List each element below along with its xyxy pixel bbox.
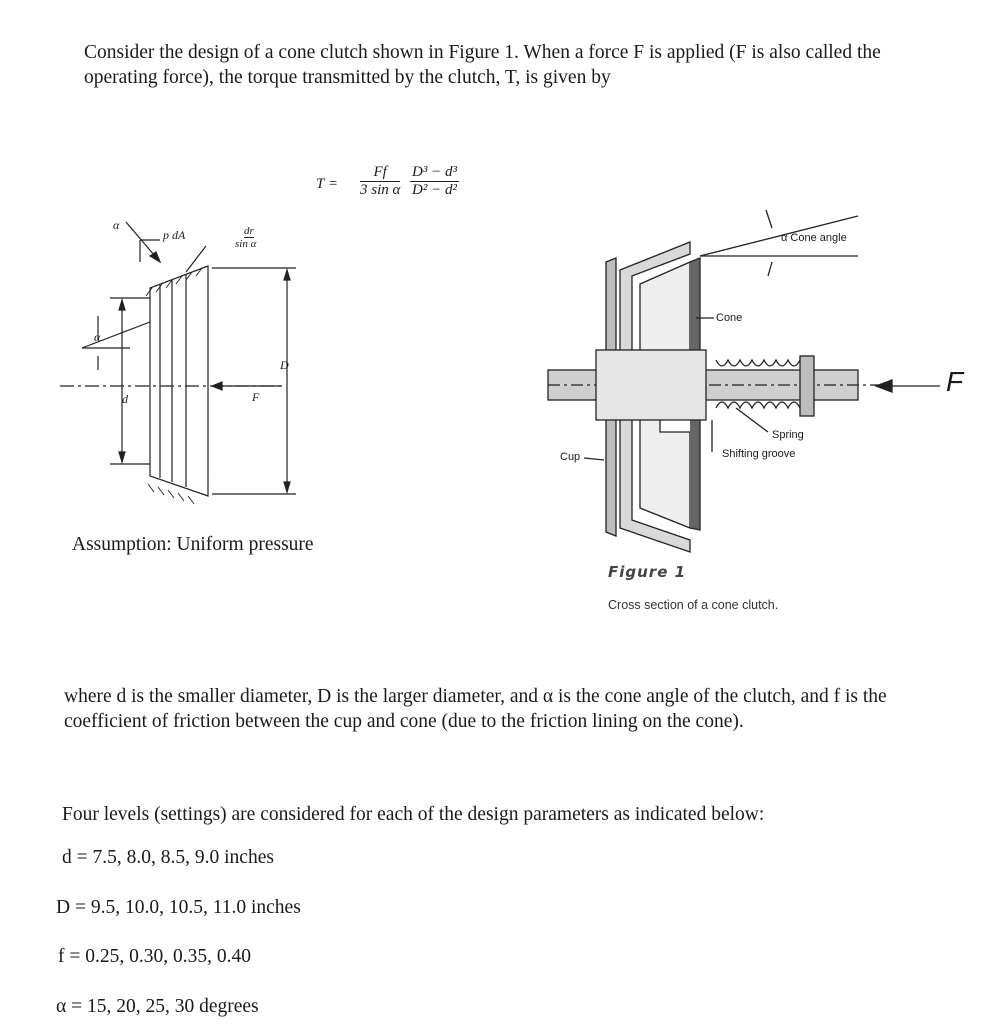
alpha-top-label: α	[113, 218, 120, 232]
sin-alpha-label: sin α	[235, 238, 257, 250]
D-label: D	[280, 358, 289, 372]
alpha-side-label: α	[94, 330, 101, 344]
formula-lhs: T =	[316, 176, 338, 192]
cup-label: Cup	[560, 451, 581, 463]
cone-label: Cone	[716, 312, 743, 324]
F-label: F	[252, 390, 260, 404]
spring-label: Spring	[772, 429, 804, 441]
figure-caption: Cross section of a cone clutch.	[608, 598, 779, 612]
formula-frac1-numerator: Ff	[360, 164, 400, 182]
formula-frac1-denominator: 3 sin α	[360, 182, 401, 198]
where-paragraph: where d is the smaller diameter, D is the larger diameter, and α is the cone angle of the clutch, and f is the coefficient of friction between the cup and cone (due to the friction lining on the cone).	[64, 686, 887, 732]
level-D: D = 9.5, 10.0, 10.5, 11.0 inches	[56, 897, 301, 918]
intro-paragraph: Consider the design of a cone clutch shown in Figure 1. When a force F is applied (F is also called the operating force), the torque transmitted by the clutch, T, is given by	[84, 42, 881, 88]
dr-label: dr	[244, 225, 254, 237]
levels-intro: Four levels (settings) are considered for each of the design parameters as indicated below:	[62, 804, 765, 825]
formula-frac2-numerator: D³ − d³	[412, 164, 457, 180]
shifting-groove-label: Shifting groove	[722, 448, 796, 460]
operating-force-label: F	[946, 366, 964, 397]
assumption-text: Assumption: Uniform pressure	[72, 534, 314, 555]
figure-title: Figure 1	[608, 563, 687, 581]
level-d: d = 7.5, 8.0, 8.5, 9.0 inches	[62, 847, 274, 868]
level-f: f = 0.25, 0.30, 0.35, 0.40	[58, 946, 251, 967]
d-label: d	[122, 392, 128, 406]
formula-frac2-denominator: D² − d²	[412, 182, 457, 198]
p-dA-label: p dA	[163, 228, 186, 242]
level-alpha: α = 15, 20, 25, 30 degrees	[56, 996, 259, 1017]
cone-angle-label: α Cone angle	[781, 232, 847, 244]
